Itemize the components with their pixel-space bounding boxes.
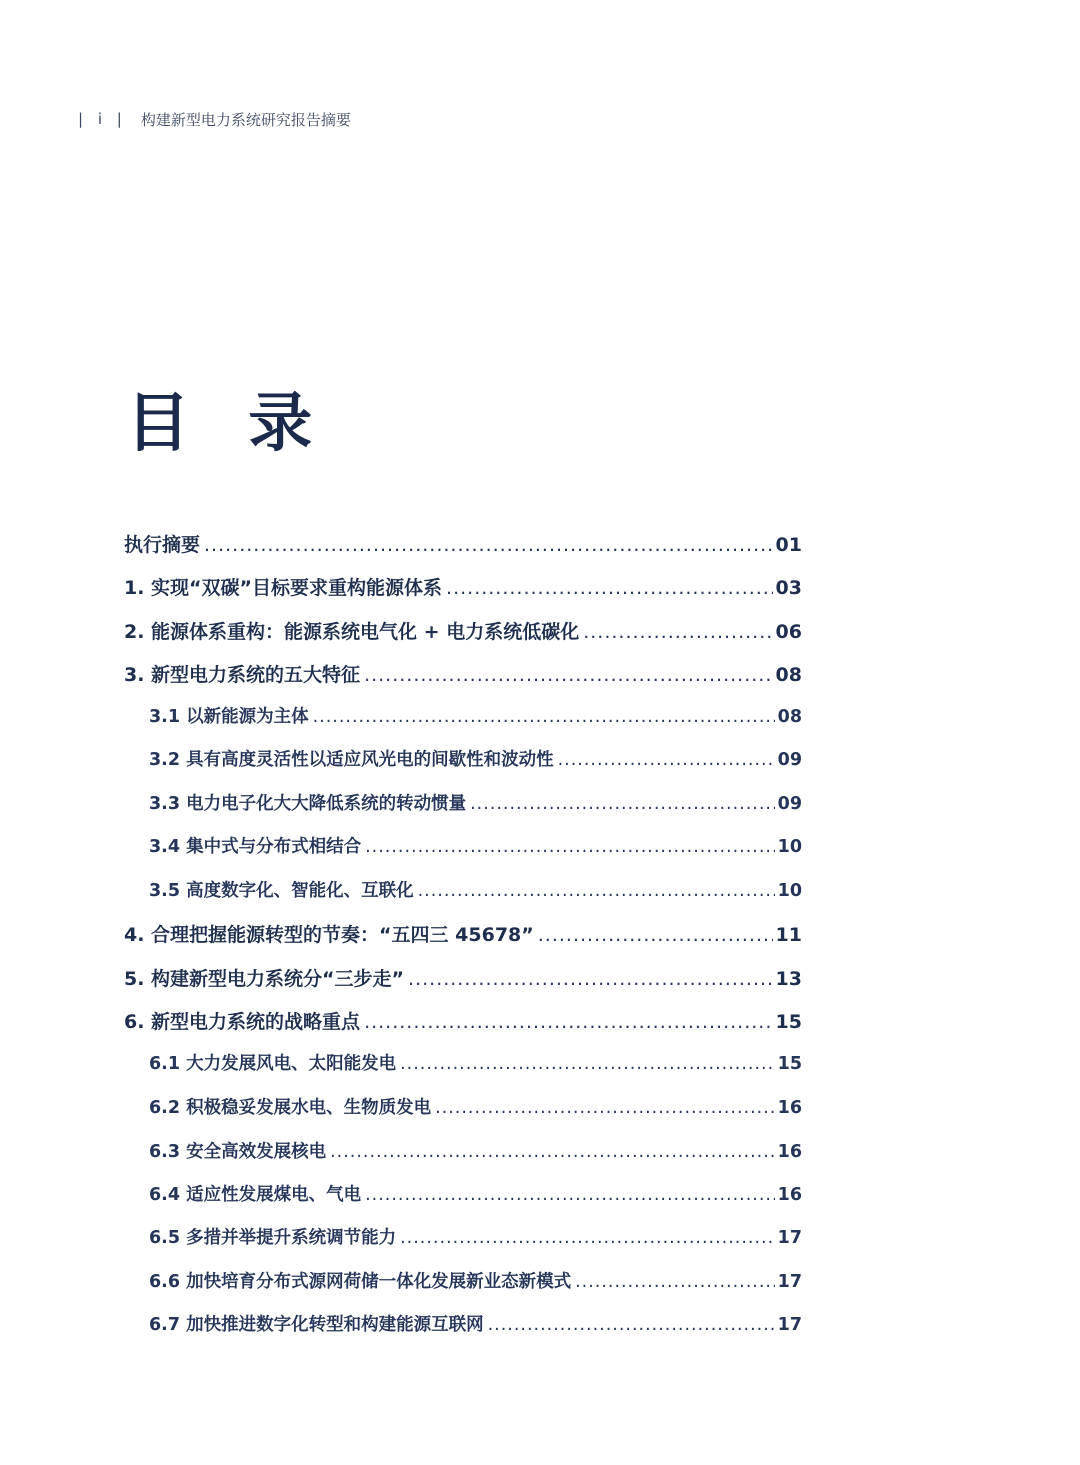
toc-dot-leader: [400, 1054, 775, 1074]
toc-entry-label: 1. 实现“双碳”目标要求重构能源体系: [124, 577, 443, 599]
toc-entry-label: 6.3 安全高效发展核电: [149, 1142, 327, 1162]
toc-entry-page-number: 17: [777, 1315, 802, 1335]
toc-entry-page-number: 16: [777, 1142, 802, 1162]
toc-dot-leader: [400, 1228, 775, 1248]
toc-dot-leader: [364, 1011, 772, 1033]
toc-entry[interactable]: [124, 1268, 802, 1293]
toc-entry-page-number: 03: [775, 577, 802, 599]
toc-entry-page-number: 09: [777, 794, 802, 814]
toc-title: 目 录: [126, 387, 331, 461]
toc-entry[interactable]: [124, 703, 802, 728]
toc-dot-leader: [364, 664, 772, 686]
toc-entry[interactable]: [124, 573, 802, 600]
toc-dot-leader: [488, 1315, 775, 1335]
toc-dot-leader: [418, 881, 775, 901]
report-title: 构建新型电力系统研究报告摘要: [140, 110, 351, 129]
toc-entry-label: 6.5 多措并举提升系统调节能力: [149, 1228, 397, 1248]
toc-entry-label: 6.4 适应性发展煤电、气电: [149, 1185, 362, 1205]
toc-dot-leader: [446, 577, 773, 599]
toc-entry-label: 6.6 加快培育分布式源网荷储一体化发展新业态新模式: [149, 1272, 572, 1292]
toc-entry-label: 3.5 高度数字化、智能化、互联化: [149, 881, 414, 901]
toc-entry[interactable]: [124, 877, 802, 902]
toc-entry[interactable]: [124, 530, 802, 557]
toc-entry-page-number: 10: [777, 837, 802, 857]
toc-entry-page-number: 16: [777, 1098, 802, 1118]
toc-entry[interactable]: [124, 617, 802, 644]
toc-entry[interactable]: [124, 1224, 802, 1249]
toc-entry-page-number: 08: [777, 707, 802, 727]
toc-entry-page-number: 08: [775, 664, 802, 686]
toc-entry[interactable]: [124, 660, 802, 687]
toc-dot-leader: [538, 924, 773, 946]
toc-entry[interactable]: [124, 833, 802, 858]
toc-entry-page-number: 06: [775, 621, 802, 643]
toc-entry[interactable]: [124, 920, 802, 947]
toc-entry-page-number: 13: [775, 968, 802, 990]
toc-entry-label: 3.1 以新能源为主体: [149, 707, 309, 727]
toc-entry-label: 6.7 加快推进数字化转型和构建能源互联网: [149, 1315, 484, 1335]
toc-entry-page-number: 01: [775, 534, 802, 556]
toc-entry[interactable]: [124, 1094, 802, 1119]
toc-entry-label: 6.2 积极稳妥发展水电、生物质发电: [149, 1098, 432, 1118]
toc-entry-page-number: 16: [777, 1185, 802, 1205]
toc-entry-label: 6. 新型电力系统的战略重点: [124, 1011, 361, 1033]
toc-entry-page-number: 10: [777, 881, 802, 901]
toc-dot-leader: [575, 1272, 775, 1292]
toc-dot-leader: [365, 837, 775, 857]
toc-dot-leader: [313, 707, 775, 727]
toc-entry[interactable]: [124, 1138, 802, 1163]
toc-dot-leader: [330, 1142, 775, 1162]
toc-entry-page-number: 11: [775, 924, 802, 946]
toc-entry[interactable]: [124, 1181, 802, 1206]
toc-dot-leader: [583, 621, 772, 643]
toc-entry[interactable]: [124, 790, 802, 815]
toc-entry-label: 执行摘要: [124, 534, 201, 556]
toc-dot-leader: [470, 794, 775, 814]
toc-entry[interactable]: [124, 1050, 802, 1075]
running-header: [78, 106, 351, 132]
toc-dot-leader: [365, 1185, 775, 1205]
toc-entry[interactable]: [124, 964, 802, 991]
toc-entry-label: 3.3 电力电子化大大降低系统的转动惯量: [149, 794, 467, 814]
toc-entry[interactable]: [124, 1007, 802, 1034]
toc-entry-label: 3. 新型电力系统的五大特征: [124, 664, 361, 686]
toc-entry-page-number: 17: [777, 1272, 802, 1292]
toc-entry-label: 6.1 大力发展风电、太阳能发电: [149, 1054, 397, 1074]
toc-entry-page-number: 15: [775, 1011, 802, 1033]
toc-dot-leader: [204, 534, 773, 556]
toc-entry-label: 3.4 集中式与分布式相结合: [149, 837, 362, 857]
toc-entry-label: 5. 构建新型电力系统分“三步走”: [124, 968, 405, 990]
page-number-mark: | i |: [78, 110, 127, 128]
toc-dot-leader: [558, 750, 775, 770]
toc-entry-label: 3.2 具有高度灵活性以适应风光电的间歇性和波动性: [149, 750, 554, 770]
toc-dot-leader: [435, 1098, 775, 1118]
toc-entry-label: 2. 能源体系重构：能源系统电气化 + 电力系统低碳化: [124, 621, 580, 643]
toc-entry-page-number: 17: [777, 1228, 802, 1248]
toc-entry-label: 4. 合理把握能源转型的节奏：“五四三 45678”: [124, 924, 534, 946]
toc-entry[interactable]: [124, 1311, 802, 1336]
toc-entry[interactable]: [124, 746, 802, 771]
toc-entry-page-number: 09: [777, 750, 802, 770]
toc-entry-page-number: 15: [777, 1054, 802, 1074]
toc-dot-leader: [408, 968, 773, 990]
